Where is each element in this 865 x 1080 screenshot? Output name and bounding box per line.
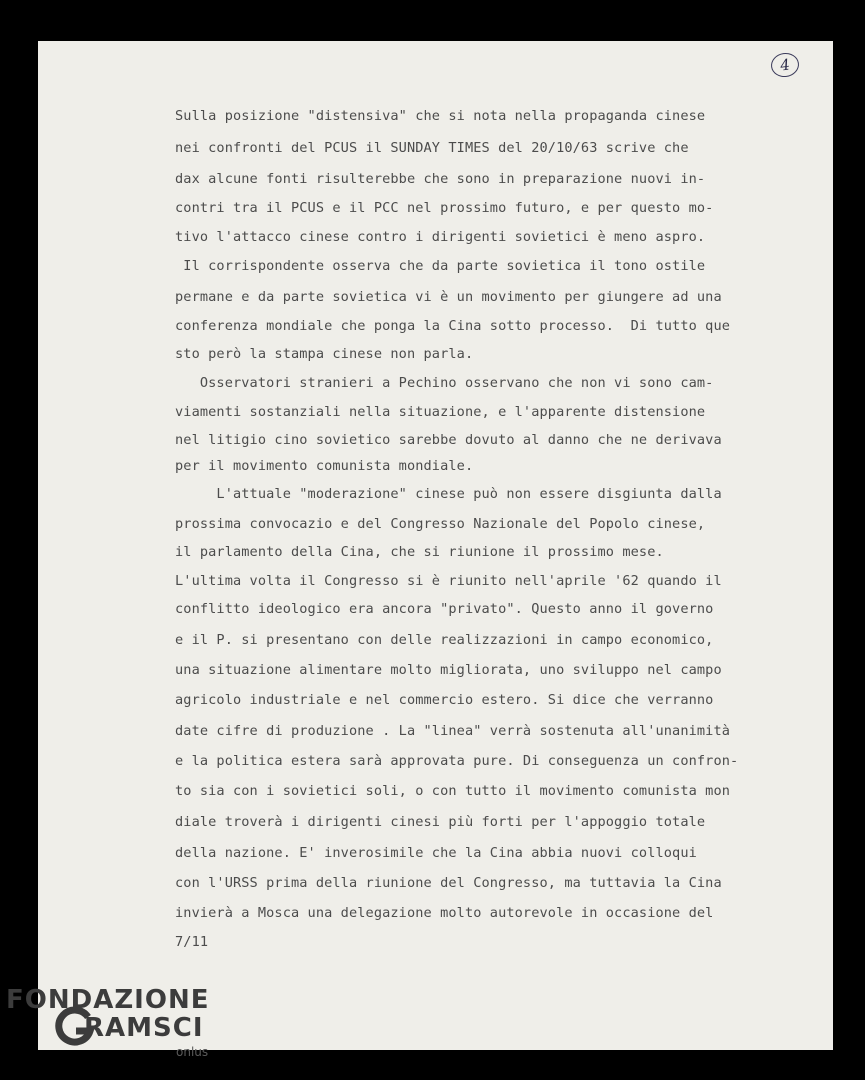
text-line: permane e da parte sovietica vi è un movimento per giungere ad una bbox=[175, 289, 722, 305]
text-line: diale troverà i dirigenti cinesi più forti per l'appoggio totale bbox=[175, 814, 706, 830]
text-line: nei confronti del PCUS il SUNDAY TIMES del 20/10/63 scrive che bbox=[175, 140, 689, 156]
text-line: per il movimento comunista mondiale. bbox=[175, 458, 474, 474]
text-line: una situazione alimentare molto migliorata, uno sviluppo nel campo bbox=[175, 662, 722, 678]
text-line: L'attuale "moderazione" cinese può non essere disgiunta dalla bbox=[175, 486, 722, 502]
text-line: Sulla posizione "distensiva" che si nota nella propaganda cinese bbox=[175, 108, 706, 124]
logo-text-line2: RAMSCI bbox=[84, 1013, 204, 1043]
text-line: Osservatori stranieri a Pechino osservano che non vi sono cam- bbox=[175, 375, 714, 391]
text-line: conferenza mondiale che ponga la Cina sotto processo. Di tutto que bbox=[175, 318, 731, 334]
fondazione-gramsci-logo bbox=[6, 985, 221, 1065]
text-line: e la politica estera sarà approvata pure. Di conseguenza un confron- bbox=[175, 753, 739, 769]
text-line: date cifre di produzione . La "linea" verrà sostenuta all'unanimità bbox=[175, 723, 731, 739]
text-line: agricolo industriale e nel commercio estero. Si dice che verranno bbox=[175, 692, 714, 708]
text-line: della nazione. E' inverosimile che la Cina abbia nuovi colloqui bbox=[175, 845, 697, 861]
text-line: prossima convocazio e del Congresso Nazionale del Popolo cinese, bbox=[175, 516, 706, 532]
text-line: contri tra il PCUS e il PCC nel prossimo futuro, e per questo mo- bbox=[175, 200, 714, 216]
text-line: viamenti sostanziali nella situazione, e l'apparente distensione bbox=[175, 404, 706, 420]
logo-text-line1: FONDAZIONE bbox=[6, 985, 210, 1015]
text-line: con l'URSS prima della riunione del Congresso, ma tuttavia la Cina bbox=[175, 875, 722, 891]
text-line: L'ultima volta il Congresso si è riunito nell'aprile '62 quando il bbox=[175, 573, 722, 589]
text-line: Il corrispondente osserva che da parte sovietica il tono ostile bbox=[175, 258, 706, 274]
text-line: conflitto ideologico era ancora "privato". Questo anno il governo bbox=[175, 601, 714, 617]
text-line: nel litigio cino sovietico sarebbe dovuto al danno che ne derivava bbox=[175, 432, 722, 448]
logo-suffix: onlus bbox=[176, 1045, 209, 1059]
text-line: sto però la stampa cinese non parla. bbox=[175, 346, 474, 362]
text-line: tivo l'attacco cinese contro i dirigenti sovietici è meno aspro. bbox=[175, 229, 706, 245]
text-line: invierà a Mosca una delegazione molto autorevole in occasione del bbox=[175, 905, 714, 921]
text-line: to sia con i sovietici soli, o con tutto il movimento comunista mon bbox=[175, 783, 731, 799]
page-number: 4 bbox=[769, 51, 800, 79]
text-line: dax alcune fonti risulterebbe che sono in preparazione nuovi in- bbox=[175, 171, 706, 187]
text-line: e il P. si presentano con delle realizzazioni in campo economico, bbox=[175, 632, 714, 648]
text-line: 7/11 bbox=[175, 934, 209, 950]
text-line: il parlamento della Cina, che si riunione il prossimo mese. bbox=[175, 544, 664, 560]
